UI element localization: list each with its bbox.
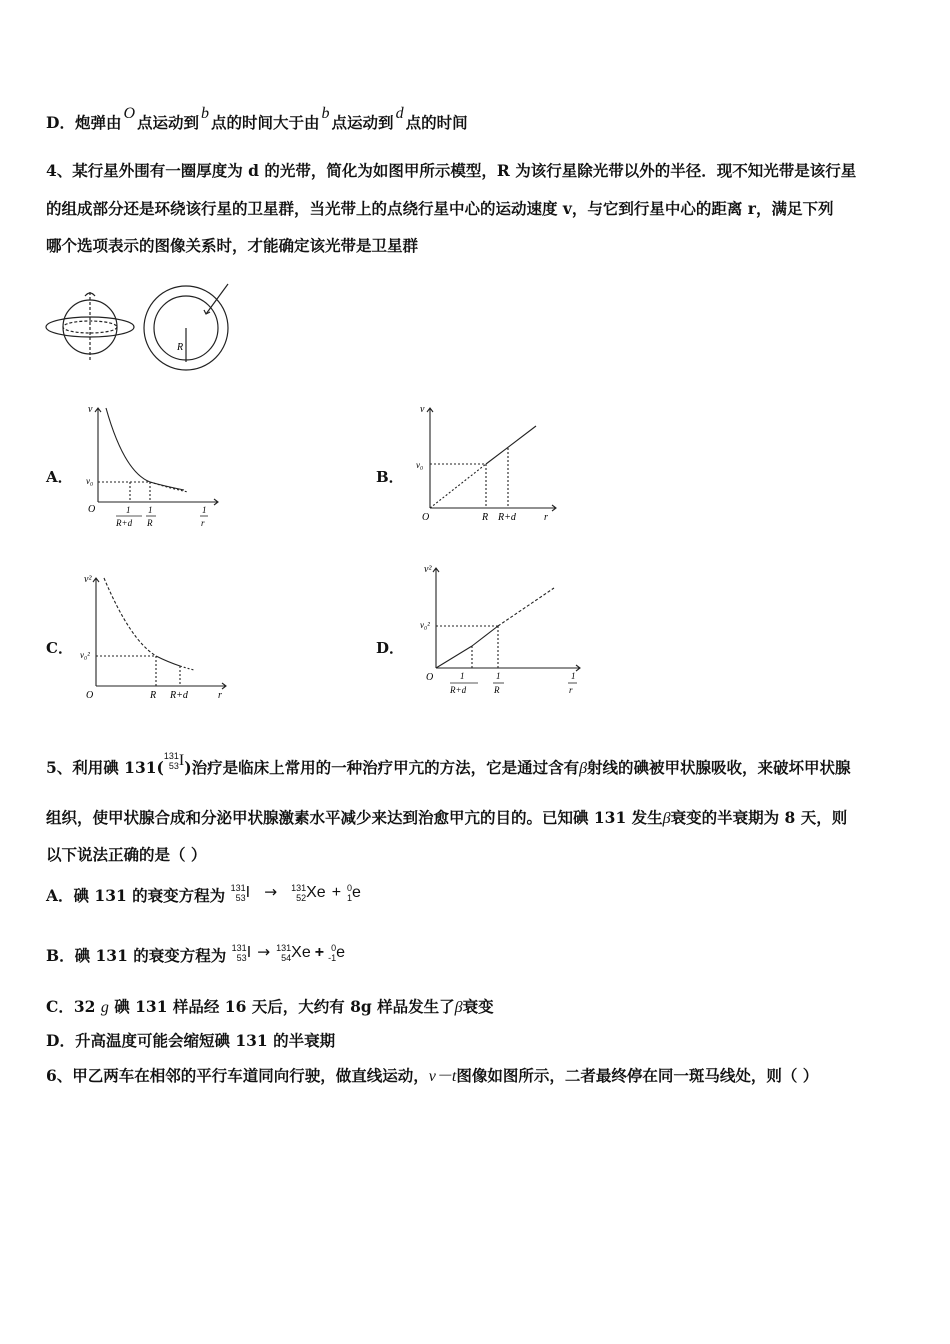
beta-symbol: β <box>662 810 671 827</box>
q4-option-d-label[interactable]: D． <box>376 639 405 657</box>
eq-a-s1: I <box>245 883 251 901</box>
a-tick1-den: R+d <box>116 518 133 528</box>
eq-a-z1: 53 <box>235 892 246 903</box>
d-origin: O <box>426 672 434 683</box>
eq-b-z3: -1 <box>328 952 337 963</box>
beta-symbol: β <box>579 760 588 777</box>
b-y-tick: v₀ <box>416 460 424 470</box>
d-axis-den: r <box>569 685 573 695</box>
b-tick1: R <box>482 512 489 523</box>
eq-b-z1: 53 <box>236 952 247 963</box>
q5-text: 5、利用碘 131( <box>46 758 164 777</box>
q5-text: )治疗是临床上常用的一种治疗甲亢的方法，它是通过含有 <box>184 758 580 777</box>
q5-text: 组织，使甲状腺合成和分泌甲状腺激素水平减少来达到治愈甲亢的目的。已知碘 131 发生 <box>46 808 663 827</box>
q4-option-c-label[interactable]: C． <box>46 639 73 657</box>
q5c-text: 衰变 <box>462 997 494 1016</box>
d-tick1-num: 1 <box>460 671 465 681</box>
eq-b-m3: 0 <box>331 942 337 953</box>
q5b-text: B．碘 131 的衰变方程为 <box>46 946 227 965</box>
a-y-axis: v <box>88 404 93 415</box>
q6-text: 6、甲乙两车在相邻的平行车道同向行驶，做直线运动， <box>46 1066 429 1085</box>
q5-line-2 <box>46 808 847 829</box>
b-x-axis: r <box>544 512 548 523</box>
d-tick2-num: 1 <box>496 671 501 681</box>
q4-planet-figure <box>44 280 244 372</box>
eq-a-m1: 131 <box>230 882 246 893</box>
q3d-text: 点的时间 <box>405 113 468 132</box>
d-tick2-den: R <box>494 685 500 695</box>
c-y-tick: v₀² <box>80 650 90 660</box>
q3-option-d <box>46 105 468 134</box>
q4-option-a-label[interactable]: A． <box>46 468 73 486</box>
a-axis-num: 1 <box>202 505 207 515</box>
eq-a-m3: 0 <box>347 882 353 893</box>
c-tick1: R <box>150 690 157 701</box>
q5-option-d[interactable]: D．升高温度可能会缩短碘 131 的半衰期 <box>46 1031 336 1050</box>
line-d <box>472 626 498 646</box>
a-tick1-num: 1 <box>126 505 131 515</box>
b-origin: O <box>422 512 430 523</box>
q5a-text: A．碘 131 的衰变方程为 <box>46 886 226 905</box>
q3d-text: 点运动到 <box>137 113 200 132</box>
iso-sym: I <box>178 751 185 769</box>
eq-b-s1: I <box>246 943 252 961</box>
d-axis-num: 1 <box>571 671 576 681</box>
q3d-var-b: b <box>201 105 210 122</box>
fig-label-r: R <box>177 342 184 353</box>
q5-text: 射线的碘被甲状腺吸收，来破坏甲状腺 <box>587 758 851 777</box>
eq-a-s2: Xe <box>306 883 326 901</box>
d-tick1-den: R+d <box>450 685 467 695</box>
eq-b-m2: 131 <box>276 942 292 953</box>
q6-text: 图像如图所示，二者最终停在同一斑马线处，则（ ） <box>456 1066 819 1085</box>
q4-graph-d <box>420 562 590 706</box>
c-y-axis: v² <box>84 574 92 585</box>
plus-sign: + <box>314 943 325 961</box>
eq-b-s2: Xe <box>291 943 311 961</box>
q3d-text: 点的时间大于由 <box>211 113 320 132</box>
q5-option-a[interactable] <box>46 882 361 907</box>
c-tick2: R+d <box>170 690 188 701</box>
q5-line-3: 以下说法正确的是（ ） <box>46 845 207 864</box>
curve-a <box>106 408 184 490</box>
q5-option-b[interactable] <box>46 942 346 967</box>
eq-b-m1: 131 <box>231 942 247 953</box>
q3d-var-o: O <box>123 105 136 122</box>
eq-a <box>231 882 361 903</box>
plus-sign: + <box>331 883 342 901</box>
q4-line-3: 哪个选项表示的图像关系时，才能确定该光带是卫星群 <box>46 236 419 255</box>
eq-a-m2: 131 <box>291 882 307 893</box>
q5-text: 衰变的半衰期为 8 天，则 <box>670 808 848 827</box>
unit-g: g <box>100 999 109 1016</box>
d-y-axis: v² <box>424 564 432 575</box>
q5c-text: C．32 <box>46 997 96 1016</box>
eq-a-z2: 52 <box>296 892 307 903</box>
q4-line-2: 的组成部分还是环绕该行星的卫星群，当光带上的点绕行星中心的运动速度 v，与它到行星中心的距离 r，满足下列 <box>46 199 834 218</box>
a-tick2-den: R <box>147 518 153 528</box>
q5c-text: 碘 131 样品经 16 天后，大约有 8g 样品发生了 <box>114 997 455 1016</box>
a-y-tick: v₀ <box>86 476 94 486</box>
a-axis-den: r <box>201 518 205 528</box>
eq-b-s3: e <box>336 943 346 961</box>
q3d-var-b2: b <box>321 105 330 122</box>
b-y-axis: v <box>420 404 425 415</box>
iso-mass: 131 <box>163 750 179 761</box>
line-b <box>486 426 536 464</box>
q4-line-1: 4、某行星外围有一圈厚度为 d 的光带，简化为如图甲所示模型，R 为该行星除光带以外的半径．现不知光带是该行星 <box>46 161 857 180</box>
q4-option-b-label[interactable]: B． <box>376 468 404 486</box>
iso-z: 53 <box>168 760 179 771</box>
a-tick2-num: 1 <box>148 505 153 515</box>
eq-a-z3: 1 <box>347 892 353 903</box>
b-tick2: R+d <box>498 512 516 523</box>
c-origin: O <box>86 690 94 701</box>
vt-symbol: v－t <box>428 1068 457 1085</box>
curve-c <box>156 656 180 666</box>
q3d-text: 点运动到 <box>331 113 394 132</box>
d-y-tick: v₀² <box>420 620 430 630</box>
beta-symbol: β <box>454 999 463 1016</box>
arrow-icon: → <box>264 883 278 901</box>
q4-graph-c <box>80 570 230 704</box>
iodine-131-isotope <box>164 751 184 771</box>
a-origin: O <box>88 504 96 515</box>
c-x-axis: r <box>218 690 222 701</box>
eq-b-z2: 54 <box>281 952 292 963</box>
q5-option-c[interactable] <box>46 997 494 1018</box>
arrow-icon: → <box>257 943 271 961</box>
q4-graph-b <box>416 402 561 528</box>
eq-b <box>232 942 345 963</box>
eq-a-s3: e <box>352 883 361 901</box>
q5-line-1 <box>46 750 851 779</box>
q3d-label: D．炮弹由 <box>46 113 122 132</box>
q3d-var-d: d <box>395 105 404 122</box>
q4-graph-a <box>84 402 224 532</box>
q6-line-1 <box>46 1066 818 1087</box>
